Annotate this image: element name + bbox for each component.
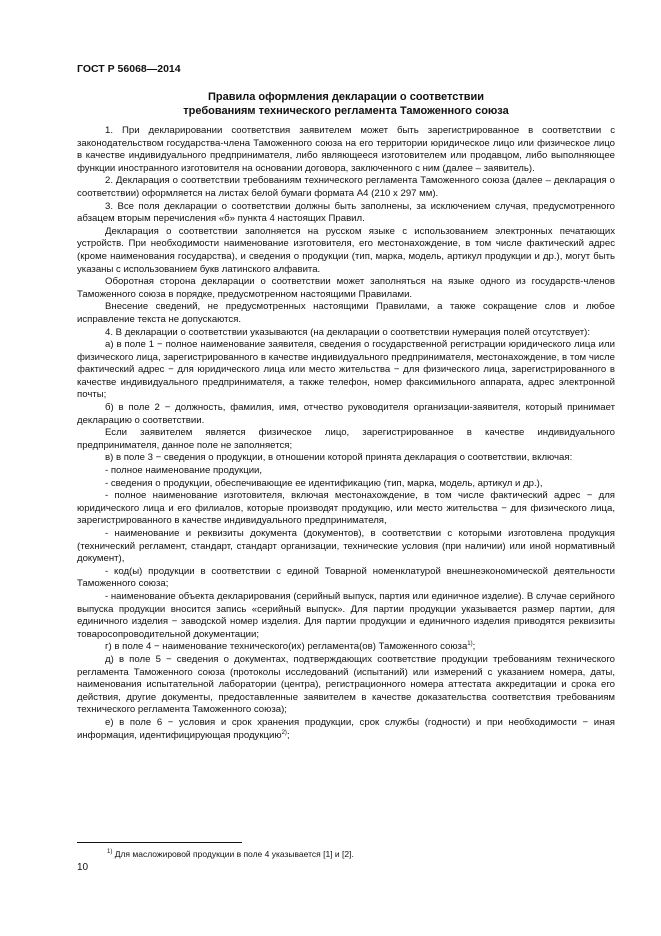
paragraph: б) в поле 2 − должность, фамилия, имя, отчество руководителя организации-заявителя, который принимает декларацию о соответствии. <box>77 402 615 426</box>
paragraph: 3. Все поля декларации о соответствии должны быть заполнены, за исключением случая, предусмотренного абзацем вторым перечисления «б» пункта 4 настоящих Правил. <box>77 200 615 225</box>
list-item: - наименование и реквизиты документа (документов), в соответствии с которыми изготовлена продукция (технический регламент, стандарт, стандарт организации, технические условия (при наличии) или иной нормативный документ), <box>77 528 615 565</box>
document-header: ГОСТ Р 56068—2014 <box>77 63 181 75</box>
paragraph: в) в поле 3 − сведения о продукции, в отношении которой принята декларация о соответствии, включая: <box>105 452 573 464</box>
paragraph-e-text: е) в поле 6 − условия и срок хранения продукции, срок службы (годности) и при необходимости − иная информация, идентифицирующая продукцию <box>77 716 615 741</box>
footnote-divider <box>77 842 242 843</box>
list-item: - полное наименование продукции, <box>105 465 263 477</box>
section-title-line-2: требованиям технического регламента Таможенного союза <box>183 105 509 117</box>
footnote <box>107 849 354 859</box>
list-item: - сведения о продукции, обеспечивающие ее идентификацию (тип, марка, модель, артикул и др.), <box>105 477 543 489</box>
list-item: - наименование объекта декларирования (серийный выпуск, партия или единичное изделие). В случае серийного выпуска продукции вносится запись «серийный выпуск». Для партии продукции указывается размер партии, для единичного изделия − заводской номер изделия. Для партии продукции и единичного изделия приводятся реквизиты товаросопроводительной документации; <box>77 590 615 640</box>
list-item: - полное наименование изготовителя, включая местонахождение, в том числе фактический адрес − для юридического лица и его филиалов, которые производят продукцию, или место жительства − для физического лица, зарегистрированного в качестве индивидуального предпринимателя, <box>77 490 615 527</box>
paragraph: 4. В декларации о соответствии указываются (на декларации о соответствии нумерация полей отсутствует): <box>105 326 591 338</box>
section-title-line-1: Правила оформления декларации о соответствии <box>208 91 484 103</box>
paragraph-g-text: г) в поле 4 − наименование технического(их) регламента(ов) Таможенного союза <box>105 641 468 653</box>
paragraph-d: д) в поле 5 − сведения о документах, подтверждающих соответствие продукции требованиям технического регламента Таможенного союза (протоколы исследований (испытаний) или измерений с указанием номера, даты, наименования испытательной лаборатории (центра), регистрационного номера аттестата аккредитации и срока его действия, другие документы, предоставленные заявителем в качестве доказательства соответствия требованиям технического регламента Таможенного союза); <box>77 653 615 716</box>
page-number: 10 <box>77 862 89 873</box>
list-item: - код(ы) продукции в соответствии с единой Товарной номенклатурой внешнеэкономической деятельности Таможенного союза; <box>77 565 615 590</box>
section-title <box>60 90 632 118</box>
paragraph: Внесение сведений, не предусмотренных настоящими Правилами, а также сокращение слов и любое исправление текста не допускаются. <box>77 301 615 325</box>
paragraph-e-tail: ; <box>286 729 290 741</box>
paragraph-g-tail: ; <box>472 641 476 653</box>
footnote-ref-2: 2) <box>281 729 287 736</box>
paragraph-e <box>77 717 615 742</box>
paragraph: Оборотная сторона декларации о соответствии может заполняться на языке одного из государств-членов Таможенного союза в порядке, предусмотренном настоящими Правилами. <box>77 276 615 300</box>
paragraph: а) в поле 1 − полное наименование заявителя, сведения о государственной регистрации юридического лица или физического лица, зарегистрированного в качестве индивидуального предпринимателя, местонахождение, в том числе фактический адрес − для юридического лица или место жительства − для физического лица, зарегистрированного в качестве индивидуального предпринимателя, а также телефон, номер факсимильного аппарата, адрес электронной почты; <box>77 339 615 401</box>
paragraph: 1. При декларировании соответствия заявителем может быть зарегистрированное в соответствии с законодательством государства-члена Таможенного союза на его территории юридическое лицо или физическое лицо в качестве индивидуального предпринимателя, либо являющееся изготовителем или продавцом, либо выполняющее функции иностранного изготовителя на основании договора, заключенного с ним (далее – заявитель). <box>77 125 615 174</box>
paragraph: Если заявителем является физическое лицо, зарегистрированное в качестве индивидуального предпринимателя, данное поле не заполняется; <box>77 427 615 451</box>
paragraph: Декларация о соответствии заполняется на русском языке с использованием электронных печатающих устройств. При необходимости наименование изготовителя, его местонахождение, в том числе фактический адрес (кроме наименования государства), и сведения о продукции (тип, марка, модель, артикул продукции и др.), могут быть указаны с использованием букв латинского алфавита. <box>77 225 615 275</box>
footnote-text: Для масложировой продукции в поле 4 указывается [1] и [2]. <box>112 849 354 859</box>
paragraph: 2. Декларация о соответствии требованиям технического регламента Таможенного союза (далее – декларация о соответствии) оформляется на листах белой бумаги формата А4 (210 х 297 мм). <box>77 175 615 199</box>
document-body <box>77 125 615 742</box>
paragraph-g <box>77 641 615 654</box>
footnote-ref-1: 1) <box>467 641 473 648</box>
footnote-marker: 1) <box>107 849 113 856</box>
